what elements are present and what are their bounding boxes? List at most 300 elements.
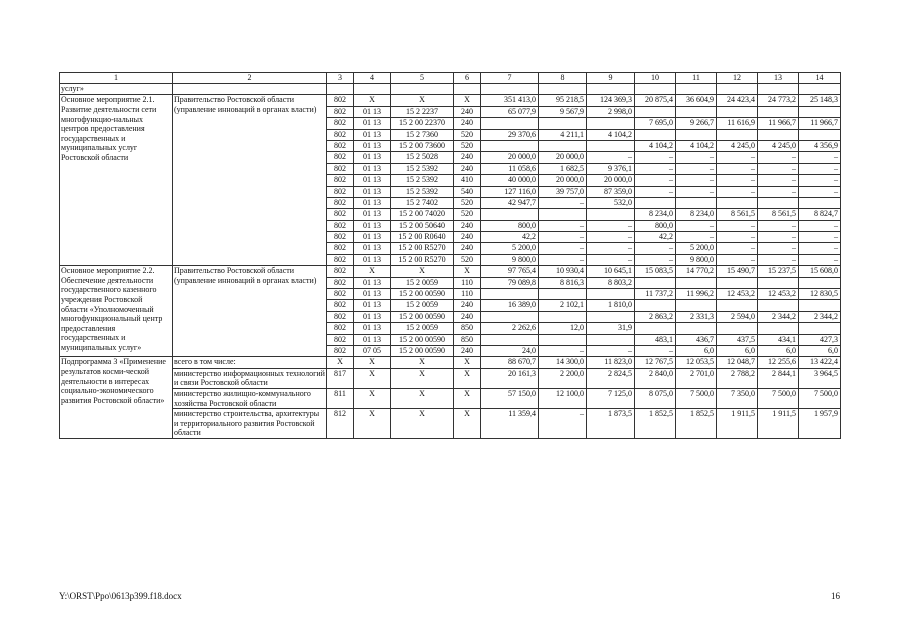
data-cell: 802 [327,186,354,197]
data-cell: 20 161,3 [481,368,539,388]
data-cell: – [539,409,587,439]
empty-cell [587,84,635,95]
header-row [60,73,841,84]
data-cell: 12 453,2 [758,289,799,300]
data-cell: 127 116,0 [481,186,539,197]
empty-cell [481,84,539,95]
data-cell: 12 255,6 [758,357,799,368]
data-cell [758,106,799,117]
data-cell: 12 048,7 [717,357,758,368]
data-cell: 437,5 [717,334,758,345]
column-number: 6 [454,73,481,84]
data-cell: 2 102,1 [539,300,587,311]
data-cell: 5 200,0 [676,243,717,254]
data-cell: 01 13 [354,186,391,197]
data-cell: – [758,152,799,163]
table-row [60,95,841,106]
data-cell: 1 957,9 [799,409,841,439]
data-cell: 520 [454,129,481,140]
data-cell: Х [391,409,454,439]
executor-name: Правительство Ростовской области (управление инноваций в органах власти) [173,266,327,357]
data-cell: Х [391,368,454,388]
data-cell: 01 13 [354,323,391,334]
empty-cell [676,84,717,95]
data-cell [539,334,587,345]
data-cell: 427,3 [799,334,841,345]
data-cell: 01 13 [354,140,391,151]
data-cell: – [539,197,587,208]
data-cell: 11 996,2 [676,289,717,300]
data-cell: 42,2 [635,232,676,243]
data-cell [587,334,635,345]
data-cell: 6,0 [799,345,841,356]
data-cell [799,197,841,208]
data-cell: 812 [327,409,354,439]
column-number: 7 [481,73,539,84]
data-cell [758,300,799,311]
data-cell: 10 645,1 [587,266,635,277]
data-cell [481,209,539,220]
data-cell: 9 376,1 [587,163,635,174]
data-cell [758,197,799,208]
empty-cell [717,84,758,95]
data-cell: – [717,254,758,265]
budget-table [59,72,841,439]
data-cell: – [539,232,587,243]
data-cell [481,118,539,129]
data-cell: 2 998,0 [587,106,635,117]
empty-cell [354,84,391,95]
data-cell: 850 [454,323,481,334]
data-cell: – [758,186,799,197]
data-cell: 802 [327,311,354,322]
data-cell: 7 695,0 [635,118,676,129]
data-cell: – [676,232,717,243]
data-cell: – [676,163,717,174]
data-cell [758,323,799,334]
data-cell: 24 773,2 [758,95,799,106]
data-cell [539,209,587,220]
data-cell: 802 [327,106,354,117]
column-number: 9 [587,73,635,84]
data-cell: 410 [454,175,481,186]
data-cell [539,140,587,151]
data-cell: 01 13 [354,163,391,174]
data-cell: 14 300,0 [539,357,587,368]
data-cell [635,323,676,334]
data-cell: Х [354,266,391,277]
data-cell: – [635,243,676,254]
data-cell: 4 104,2 [676,140,717,151]
data-cell: 11 823,0 [587,357,635,368]
data-cell: Х [327,357,354,368]
data-cell: – [758,220,799,231]
data-cell: Х [354,357,391,368]
data-cell: – [717,220,758,231]
data-cell: Х [354,368,391,388]
data-cell: 01 13 [354,243,391,254]
data-cell [717,129,758,140]
data-cell: 10 930,4 [539,266,587,277]
column-number: 12 [717,73,758,84]
data-cell: 436,7 [676,334,717,345]
data-cell: – [587,345,635,356]
data-cell: 802 [327,300,354,311]
data-cell [717,106,758,117]
data-cell [539,289,587,300]
data-cell: 01 13 [354,118,391,129]
data-cell [676,323,717,334]
data-cell: 15 2 00 74020 [391,209,454,220]
table-body [60,73,841,439]
data-cell: 540 [454,186,481,197]
data-cell: 802 [327,345,354,356]
data-cell [676,106,717,117]
data-cell: 15 2 2237 [391,106,454,117]
data-cell: 1 852,5 [635,409,676,439]
executor-name: Правительство Ростовской области (управление инноваций в органах власти) [173,95,327,266]
empty-cell [454,84,481,95]
table-row [60,357,841,368]
data-cell: 25 148,3 [799,95,841,106]
data-cell: – [758,232,799,243]
data-cell [635,277,676,288]
data-cell: 2 262,6 [481,323,539,334]
data-cell: 42,2 [481,232,539,243]
data-cell: 15 2 0059 [391,323,454,334]
data-cell: 95 218,5 [539,95,587,106]
data-cell: – [799,243,841,254]
data-cell: 2 701,0 [676,368,717,388]
data-cell: 520 [454,254,481,265]
data-cell: 532,0 [587,197,635,208]
data-cell: 8 561,5 [717,209,758,220]
data-cell: 802 [327,220,354,231]
data-cell: 240 [454,345,481,356]
data-cell: 802 [327,175,354,186]
data-cell: 15 2 7360 [391,129,454,140]
data-cell: 8 816,3 [539,277,587,288]
data-cell: Х [354,388,391,408]
data-cell: – [539,243,587,254]
data-cell: 8 561,5 [758,209,799,220]
data-cell: 01 13 [354,254,391,265]
data-cell: – [799,254,841,265]
data-cell: 11 359,4 [481,409,539,439]
data-cell: – [539,254,587,265]
empty-cell [758,84,799,95]
data-cell: 01 13 [354,289,391,300]
data-cell [717,277,758,288]
data-cell: Х [454,357,481,368]
data-cell: 240 [454,220,481,231]
data-cell: 802 [327,254,354,265]
data-cell [676,129,717,140]
executor-name: министерство информационных технологий и связи Ростовской области [174,368,325,388]
data-cell: 240 [454,118,481,129]
data-cell [481,140,539,151]
data-cell: – [635,254,676,265]
data-cell: 802 [327,323,354,334]
data-cell: – [799,186,841,197]
data-cell: 802 [327,243,354,254]
data-cell: 39 757,0 [539,186,587,197]
data-cell: 15 490,7 [717,266,758,277]
executor-name: министерство жилищно-коммунального хозяйства Ростовской области [173,388,327,408]
data-cell: 2 844,1 [758,368,799,388]
data-cell: – [587,220,635,231]
data-cell: 29 370,6 [481,129,539,140]
data-cell: 8 803,2 [587,277,635,288]
data-cell: 802 [327,95,354,106]
column-number: 3 [327,73,354,84]
data-cell: 20 000,0 [539,152,587,163]
data-cell: 802 [327,289,354,300]
data-cell [717,197,758,208]
data-cell: 01 13 [354,209,391,220]
data-cell: – [758,163,799,174]
data-cell: 15 2 00 00590 [391,345,454,356]
data-cell: 110 [454,277,481,288]
data-cell: 8 234,0 [635,209,676,220]
data-cell: – [635,163,676,174]
data-cell: Х [454,95,481,106]
column-number: 1 [60,73,173,84]
data-cell: 110 [454,289,481,300]
data-cell: 36 604,9 [676,95,717,106]
column-number: 14 [799,73,841,84]
data-cell: 88 670,7 [481,357,539,368]
data-cell: 20 875,4 [635,95,676,106]
data-cell: 9 800,0 [481,254,539,265]
data-cell: 11 966,7 [758,118,799,129]
continuation-row [60,84,841,95]
data-cell: 24,0 [481,345,539,356]
data-cell [539,118,587,129]
data-cell: 7 125,0 [587,388,635,408]
data-cell: 2 344,2 [799,311,841,322]
data-cell [758,129,799,140]
data-cell: 4 104,2 [587,129,635,140]
data-cell: – [758,175,799,186]
data-cell: Х [391,266,454,277]
data-cell: 850 [454,334,481,345]
data-cell: 15 2 00 00590 [391,311,454,322]
data-cell: 8 824,7 [799,209,841,220]
data-cell: 2 788,2 [717,368,758,388]
data-cell: 15 2 0059 [391,300,454,311]
data-cell: 40 000,0 [481,175,539,186]
data-cell: – [717,163,758,174]
data-cell [799,323,841,334]
data-cell: 15 2 00 73600 [391,140,454,151]
data-cell: 13 422,4 [799,357,841,368]
data-cell: 483,1 [635,334,676,345]
data-cell: 15 2 00 00590 [391,334,454,345]
data-cell: – [676,186,717,197]
data-cell: 07 05 [354,345,391,356]
data-cell: 8 075,0 [635,388,676,408]
data-cell: 520 [454,197,481,208]
data-cell: 9 800,0 [676,254,717,265]
document-page [59,72,840,439]
data-cell: 520 [454,209,481,220]
column-number: 4 [354,73,391,84]
data-cell: 15 2 5392 [391,163,454,174]
data-cell [481,334,539,345]
data-cell: 15 2 00 00590 [391,289,454,300]
data-cell: 12 053,5 [676,357,717,368]
data-cell: 12 453,2 [717,289,758,300]
data-cell: 16 389,0 [481,300,539,311]
data-cell: 20 000,0 [587,175,635,186]
data-cell [635,129,676,140]
data-cell: 240 [454,152,481,163]
data-cell: 2 863,2 [635,311,676,322]
data-cell: 15 2 00 50640 [391,220,454,231]
data-cell: – [676,220,717,231]
data-cell: – [717,175,758,186]
data-cell: 65 077,9 [481,106,539,117]
data-cell: – [758,254,799,265]
data-cell: 11 737,2 [635,289,676,300]
data-cell: 31,9 [587,323,635,334]
data-cell: 434,1 [758,334,799,345]
data-cell [587,311,635,322]
data-cell: 01 13 [354,106,391,117]
data-cell: 01 13 [354,277,391,288]
data-cell: – [758,243,799,254]
data-cell: Х [391,95,454,106]
data-cell: 01 13 [354,220,391,231]
data-cell: 2 594,0 [717,311,758,322]
data-cell: 2 824,5 [587,368,635,388]
data-cell: Х [354,409,391,439]
data-cell: 2 840,0 [635,368,676,388]
data-cell: 802 [327,209,354,220]
data-cell: 2 331,3 [676,311,717,322]
data-cell: 1 682,5 [539,163,587,174]
data-cell: 4 356,9 [799,140,841,151]
data-cell [799,300,841,311]
data-cell: 20 000,0 [539,175,587,186]
data-cell [799,106,841,117]
data-cell: 12 767,5 [635,357,676,368]
data-cell [799,129,841,140]
data-cell: Х [454,388,481,408]
data-cell: – [799,175,841,186]
data-cell: 15 2 5028 [391,152,454,163]
data-cell: 01 13 [354,197,391,208]
data-cell: 15 083,5 [635,266,676,277]
empty-cell [327,84,354,95]
data-cell: 802 [327,118,354,129]
data-cell: 240 [454,106,481,117]
executor-name: всего в том числе: [173,357,327,368]
data-cell: 802 [327,334,354,345]
data-cell: – [717,152,758,163]
data-cell: 15 2 00 R5270 [391,243,454,254]
data-cell: 520 [454,140,481,151]
data-cell [717,323,758,334]
data-cell: – [587,243,635,254]
data-cell: – [635,152,676,163]
data-cell: 802 [327,197,354,208]
data-cell: 802 [327,277,354,288]
data-cell: 7 500,0 [676,388,717,408]
data-cell: 1 911,5 [758,409,799,439]
data-cell: 15 2 5392 [391,186,454,197]
table-row [60,368,841,388]
column-number: 13 [758,73,799,84]
data-cell: 6,0 [717,345,758,356]
continuation-text: услуг» [60,84,173,95]
data-cell: 351 413,0 [481,95,539,106]
empty-cell [635,84,676,95]
data-cell [635,300,676,311]
data-cell: – [799,163,841,174]
data-cell: 01 13 [354,152,391,163]
data-cell: 802 [327,129,354,140]
data-cell: 1 873,5 [587,409,635,439]
data-cell: 12,0 [539,323,587,334]
data-cell: 57 150,0 [481,388,539,408]
data-cell: 12 100,0 [539,388,587,408]
data-cell: 15 608,0 [799,266,841,277]
data-cell [587,289,635,300]
column-number: 11 [676,73,717,84]
data-cell: – [799,232,841,243]
data-cell [587,118,635,129]
table-row [60,409,841,439]
data-cell: – [676,152,717,163]
data-cell [758,277,799,288]
data-cell: – [635,186,676,197]
data-cell: 9 567,9 [539,106,587,117]
column-number: 8 [539,73,587,84]
data-cell: 11 616,9 [717,118,758,129]
data-cell: 20 000,0 [481,152,539,163]
data-cell: – [717,243,758,254]
data-cell: 811 [327,388,354,408]
data-cell: 87 359,0 [587,186,635,197]
data-cell: 1 911,5 [717,409,758,439]
data-cell: Х [454,266,481,277]
subprogram-name: Подпрограмма 3 «Применение результатов косми-ческой деятельности в интересах социально-экономического развития Ростовской области» [60,357,173,439]
data-cell: 01 13 [354,300,391,311]
data-cell: 802 [327,140,354,151]
data-cell: – [717,186,758,197]
data-cell [539,311,587,322]
data-cell [481,289,539,300]
measure-name: Основное мероприятие 2.2. Обеспечение деятельности государственного казенного учреждения Ростовской области «Уполномоченный многофункциональный центр предоставления государственных и муниципальных услуг» [60,266,173,357]
empty-cell [539,84,587,95]
data-cell: 01 13 [354,311,391,322]
data-cell [676,300,717,311]
data-cell: – [539,220,587,231]
data-cell: 800,0 [481,220,539,231]
data-cell: 15 2 0059 [391,277,454,288]
data-cell: 14 770,2 [676,266,717,277]
data-cell [635,106,676,117]
data-cell [635,197,676,208]
data-cell: 01 13 [354,129,391,140]
data-cell: 15 2 7402 [391,197,454,208]
data-cell: 240 [454,163,481,174]
data-cell: 42 947,7 [481,197,539,208]
file-path: Y:\ORST\Ppo\0613p399.f18.docx [59,591,182,601]
data-cell: 24 423,4 [717,95,758,106]
